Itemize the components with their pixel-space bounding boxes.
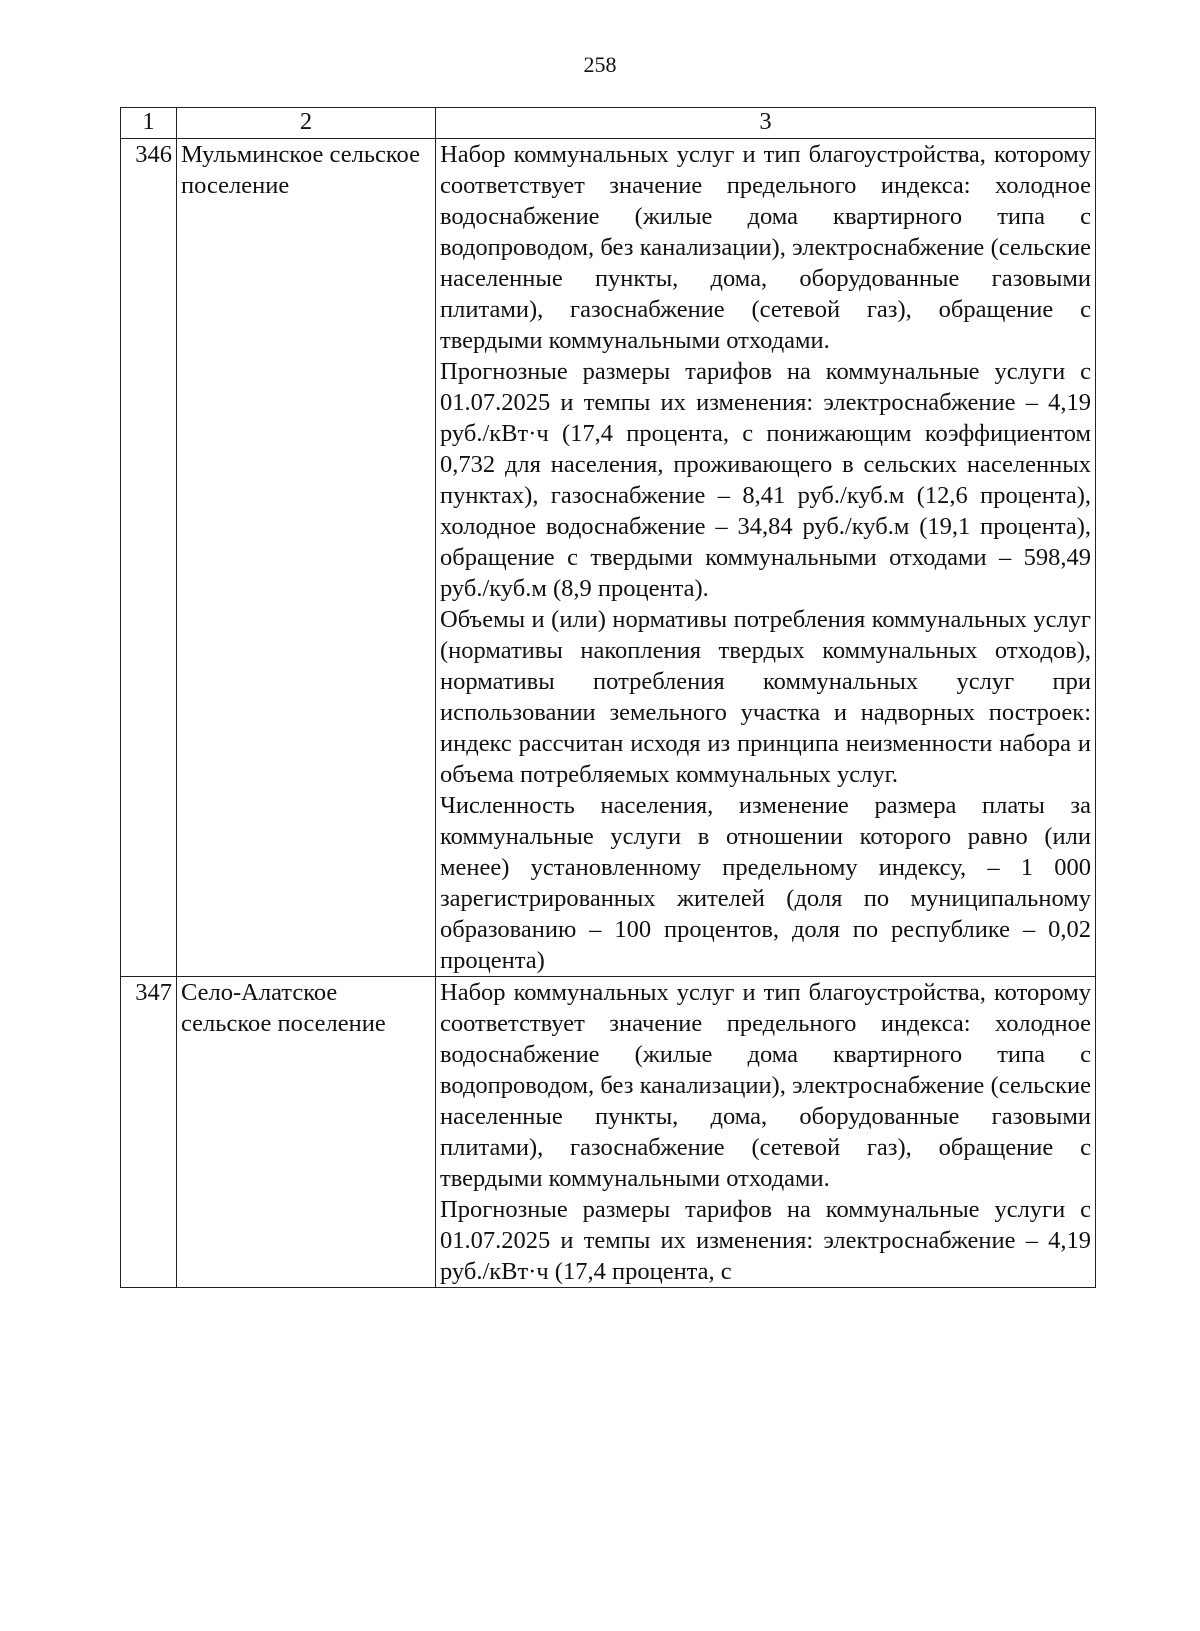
- settlements-table: [120, 107, 1096, 1288]
- description-paragraph: Объемы и (или) нормативы потребления коммунальных услуг (нормативы накопления твердых коммунальных отходов), нормативы потребления коммунальных услуг при использовании земельного участка и надворных построек: индекс рассчитан исходя из принципа неизменности набора и объема потребляемых коммунальных услуг.: [440, 606, 1091, 788]
- description-paragraph: Прогнозные размеры тарифов на коммунальные услуги с 01.07.2025 и темпы их изменения: электроснабжение – 4,19 руб./кВт·ч (17,4 процента, с: [440, 1196, 1091, 1285]
- settlement-description: [436, 139, 1096, 977]
- settlement-name: Мульминское сельское поселение: [177, 139, 436, 977]
- column-header-name: 2: [177, 108, 436, 139]
- description-paragraph: Численность населения, изменение размера платы за коммунальные услуги в отношении которого равно (или менее) установленному предельному индексу, – 1 000 зарегистрированных жителей (доля по муниципальному образованию – 100 процентов, доля по республике – 0,02 процента): [440, 792, 1091, 974]
- settlement-name: Село-Алатское сельское поселение: [177, 977, 436, 1288]
- settlement-description: [436, 977, 1096, 1288]
- description-paragraph: Набор коммунальных услуг и тип благоустройства, которому соответствует значение предельного индекса: холодное водоснабжение (жилые дома квартирного типа с водопроводом, без канализации), электроснабжение (сельские населенные пункты, дома, оборудованные газовыми плитами), газоснабжение (сетевой газ), обращение с твердыми коммунальными отходами.: [440, 141, 1091, 354]
- description-paragraph: Прогнозные размеры тарифов на коммунальные услуги с 01.07.2025 и темпы их изменения: электроснабжение – 4,19 руб./кВт·ч (17,4 процента, с понижающим коэффициентом 0,732 для населения, проживающего в сельских населенных пунктах), газоснабжение – 8,41 руб./куб.м (12,6 процента), холодное водоснабжение – 34,84 руб./куб.м (19,1 процента), обращение с твердыми коммунальными отходами – 598,49 руб./куб.м (8,9 процента).: [440, 358, 1091, 602]
- table-header-row: [121, 108, 1096, 139]
- page-number: 258: [583, 52, 617, 77]
- description-paragraph: Набор коммунальных услуг и тип благоустройства, которому соответствует значение предельного индекса: холодное водоснабжение (жилые дома квартирного типа с водопроводом, без канализации), электроснабжение (сельские населенные пункты, дома, оборудованные газовыми плитами), газоснабжение (сетевой газ), обращение с твердыми коммунальными отходами.: [440, 979, 1091, 1192]
- column-header-number: 1: [121, 108, 177, 139]
- row-number: 346: [121, 139, 177, 977]
- column-header-description: 3: [436, 108, 1096, 139]
- table-row: [121, 977, 1096, 1288]
- row-number: 347: [121, 977, 177, 1288]
- table-row: [121, 139, 1096, 977]
